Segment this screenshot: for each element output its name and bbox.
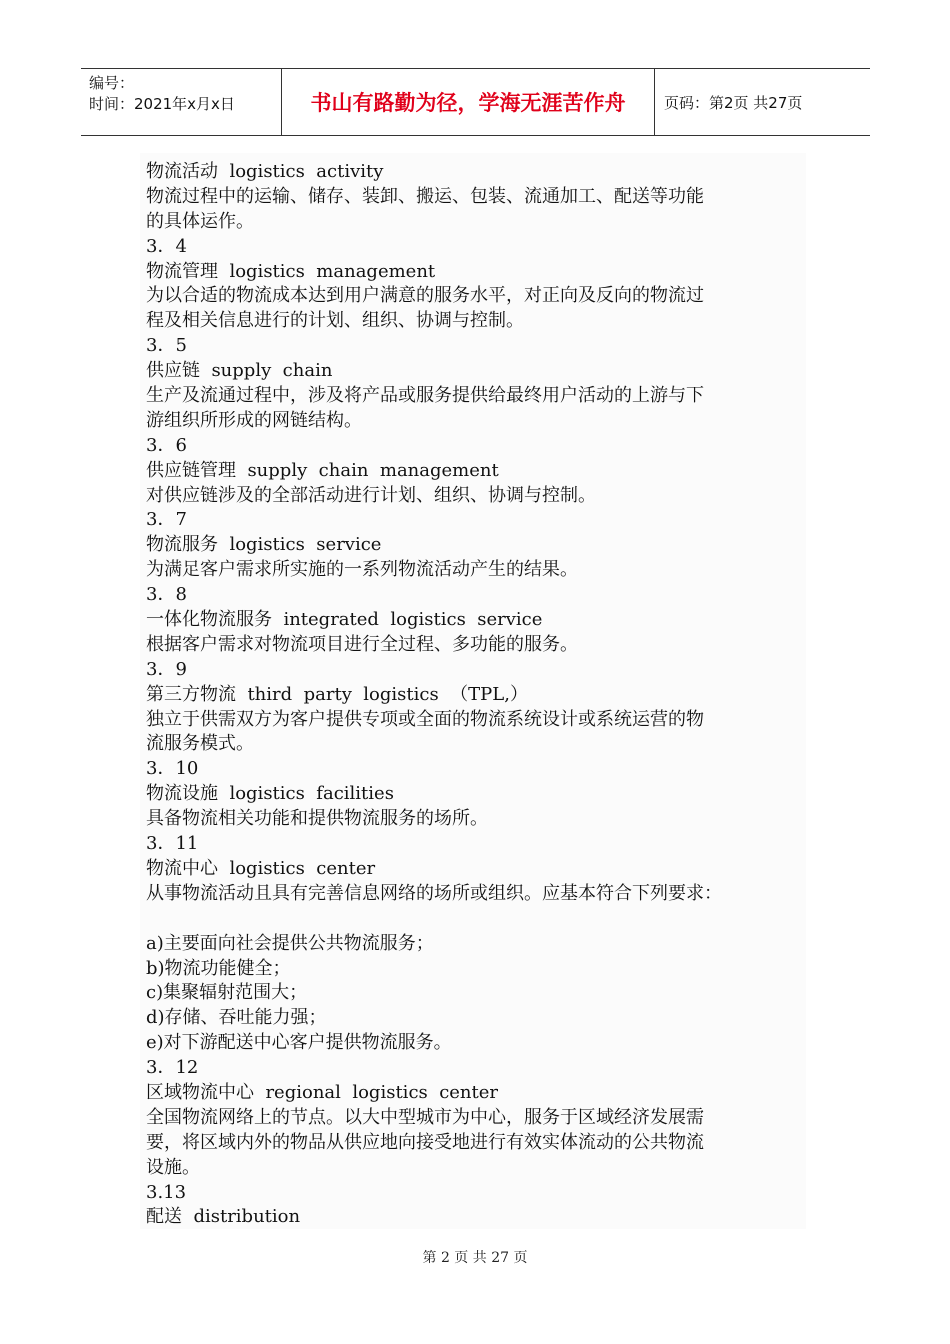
text-line: b)物流功能健全； xyxy=(146,957,291,979)
text-line: 物流设施 logistics facilities xyxy=(146,783,394,805)
text-line: 流服务模式。 xyxy=(146,733,254,755)
text-line: 程及相关信息进行的计划、组织、协调与控制。 xyxy=(146,310,524,332)
text-line: 为以合适的物流成本达到用户满意的服务水平，对正向及反向的物流过 xyxy=(146,285,704,307)
header-motto: 书山有路勤为径，学海无涯苦作舟 xyxy=(282,69,655,135)
text-line: 为满足客户需求所实施的一系列物流活动产生的结果。 xyxy=(146,559,578,581)
text-line: 从事物流活动且具有完善信息网络的场所或组织。应基本符合下列要求： xyxy=(146,882,722,904)
text-line: d)存储、吞吐能力强； xyxy=(146,1007,327,1029)
text-line: 全国物流网络上的节点。以大中型城市为中心，服务于区域经济发展需 xyxy=(146,1106,704,1128)
text-line: 一体化物流服务 integrated logistics service xyxy=(146,609,543,631)
text-line: 3.13 xyxy=(146,1181,187,1203)
text-line: 物流中心 logistics center xyxy=(146,857,376,879)
number-label: 编号： xyxy=(89,74,135,92)
document-header xyxy=(81,68,870,136)
header-meta xyxy=(81,69,282,135)
text-line: 独立于供需双方为客户提供专项或全面的物流系统设计或系统运营的物 xyxy=(146,708,704,730)
blank-line xyxy=(146,907,806,932)
page-footer: 第 2 页 共 27 页 xyxy=(422,1250,528,1266)
text-line: 3．11 xyxy=(146,833,199,855)
text-line: 生产及流通过程中，涉及将产品或服务提供给最终用户活动的上游与下 xyxy=(146,385,704,407)
text-line: 要，将区域内外的物品从供应地向接受地进行有效实体流动的公共物流 xyxy=(146,1131,704,1153)
text-line: e)对下游配送中心客户提供物流服务。 xyxy=(146,1032,452,1054)
text-line: 物流活动 logistics activity xyxy=(146,161,384,182)
text-line: 物流过程中的运输、储存、装卸、搬运、包装、流通加工、配送等功能 xyxy=(146,185,704,207)
text-line: 具备物流相关功能和提供物流服务的场所。 xyxy=(146,808,488,830)
text-line: 3．12 xyxy=(146,1057,199,1079)
text-line: 供应链 supply chain xyxy=(146,360,333,382)
text-line: 物流管理 logistics management xyxy=(146,260,436,282)
header-page-info: 页码：第2页 共27页 xyxy=(664,93,803,112)
text-line: 3．10 xyxy=(146,758,199,780)
text-line: 3．5 xyxy=(146,335,187,357)
text-line: 的具体运作。 xyxy=(146,210,254,232)
text-line: a)主要面向社会提供公共物流服务； xyxy=(146,932,434,954)
text-line: c)集聚辐射范围大； xyxy=(146,982,308,1004)
text-line: 3．4 xyxy=(146,235,187,257)
text-line: 根据客户需求对物流项目进行全过程、多功能的服务。 xyxy=(146,633,578,655)
text-line: 对供应链涉及的全部活动进行计划、组织、协调与控制。 xyxy=(146,484,596,506)
text-line: 3．8 xyxy=(146,584,187,606)
text-line: 供应链管理 supply chain management xyxy=(146,459,499,481)
text-line: 配送 distribution xyxy=(146,1206,301,1228)
text-line: 设施。 xyxy=(146,1156,200,1178)
text-line: 3．9 xyxy=(146,658,187,680)
document-body xyxy=(146,160,806,1230)
date-label: 时间：2021年x月x日 xyxy=(89,95,235,113)
text-line: 3．6 xyxy=(146,434,187,456)
text-line: 第三方物流 third party logistics （TPL,） xyxy=(146,683,528,705)
text-line: 区域物流中心 regional logistics center xyxy=(146,1081,499,1103)
text-line: 物流服务 logistics service xyxy=(146,534,382,556)
text-line: 游组织所形成的网链结构。 xyxy=(146,409,362,431)
text-line: 3．7 xyxy=(146,509,187,531)
